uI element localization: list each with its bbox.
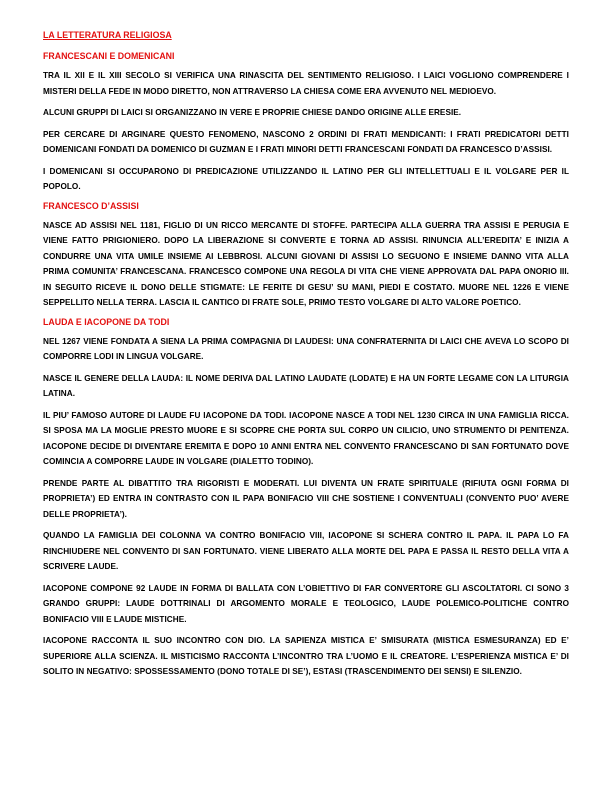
section-heading: LAUDA E IACOPONE DA TODI xyxy=(43,316,170,327)
paragraph: IACOPONE RACCONTA IL SUO INCONTRO CON DIO. LA SAPIENZA MISTICA E’ SMISURATA (MISTICA ESMESURANZA) ED E’ SUPERIORE ALLA SCIENZA. IL MISTICISMO RACCONTA L’INCONTRO TRA L’UOMO E IL CREATORE. L’ESPERIENZA MISTICA E’ DI SOLITO IN NEGATIVO: SPOSSESSAMENTO (DONO TOTALE DI SE’), ESTASI (TRASCENDIMENTO DEI SENSI) E SILENZIO. xyxy=(43,636,569,676)
paragraph: IACOPONE COMPONE 92 LAUDE IN FORMA DI BALLATA CON L’OBIETTIVO DI FAR CONVERTORE GLI ASCOLTATORI. CI SONO 3 GRANDO GRUPPI: LAUDE DOTTRINALI DI ARGOMENTO MORALE E TEOLOGICO, LAUDE POLEMICO-POLITICHE CONTRO BONIFACIO VIII E LAUDE MISTICHE. xyxy=(43,583,569,624)
paragraph: I DOMENICANI SI OCCUPARONO DI PREDICAZIONE UTILIZZANDO IL LATINO PER GLI INTELLETTUALI E IL VOLGARE PER IL POPOLO. xyxy=(43,166,569,191)
paragraph: TRA IL XII E IL XIII SECOLO SI VERIFICA UNA RINASCITA DEL SENTIMENTO RELIGIOSO. I LAICI VOGLIONO COMPRENDERE I MISTERI DELLA FEDE IN MODO DIRETTO, NON ATTRAVERSO LA CHIESA COME ERA AVVENUTO NEL MEDIOEVO. xyxy=(43,71,569,96)
page-title: LA LETTERATURA RELIGIOSA xyxy=(43,30,172,40)
paragraph: ALCUNI GRUPPI DI LAICI SI ORGANIZZANO IN VERE E PROPRIE CHIESE DANDO ORIGINE ALLE ERESIE. xyxy=(43,108,462,117)
section-lauda-iacopone xyxy=(43,317,569,680)
paragraph: NEL 1267 VIENE FONDATA A SIENA LA PRIMA COMPAGNIA DI LAUDESI: UNA CONFRATERNITA DI LAICI CHE AVEVA LO SCOPO DI COMPORRE LODI IN LINGUA VOLGARE. xyxy=(43,336,569,361)
paragraph: IL PIU’ FAMOSO AUTORE DI LAUDE FU IACOPONE DA TODI. IACOPONE NASCE A TODI NEL 1230 CIRCA IN UNA FAMIGLIA RICCA. SI SPOSA MA LA MOGLIE PRESTO MUORE E SI SCOPRE CHE PORTA SUL CORPO UN CILICIO, UNO STRUMENTO DI PENITENZA. IACOPONE DECIDE DI DIVENTARE EREMITA E DOPO 10 ANNI ENTRA NEL CONVENTO FRANCESCANO DI SAN FORTUNATO DOVE COMINCIA A COMPORRE LAUDE IN VOLGARE (DIALETTO TODINO). xyxy=(43,410,569,466)
section-heading: FRANCESCO D’ASSISI xyxy=(43,200,139,211)
paragraph: QUANDO LA FAMIGLIA DEI COLONNA VA CONTRO BONIFACIO VIII, IACOPONE SI SCHERA CONTRO IL PAPA. IL PAPA LO FA RINCHIUDERE NEL CONVENTO DI SAN FORTUNATO. VIENE LIBERATO ALLA MORTE DEL PAPA E PASSA IL RESTO DELLA VITA A SCRIVERE LAUDE. xyxy=(43,531,569,571)
paragraph: PER CERCARE DI ARGINARE QUESTO FENOMENO, NASCONO 2 ORDINI DI FRATI MENDICANTI: I FRATI PREDICATORI DETTI DOMENICANI FONDATI DA DOMENICO DI GUZMAN E I FRATI MINORI DETTI FRANCESCANI FONDATI DA FRANCESCO D’ASSISI. xyxy=(43,129,569,154)
paragraph: NASCE IL GENERE DELLA LAUDA: IL NOME DERIVA DAL LATINO LAUDATE (LODATE) E HA UN FORTE LEGAME CON LA LITURGIA LATINA. xyxy=(43,373,569,398)
section-francescani-domenicani xyxy=(43,51,569,195)
section-heading: FRANCESCANI E DOMENICANI xyxy=(43,51,175,61)
paragraph: PRENDE PARTE AL DIBATTITO TRA RIGORISTI E MODERATI. LUI DIVENTA UN FRATE SPIRITUALE (RIFIUTA OGNI FORMA DI PROPRIETA’) ED ENTRA IN CONTRASTO CON IL PAPA BONIFACIO VIII CHE SOSTIENE I CONVENTUALI (CONVENTO PUO’ AVERE DELLE PROPRIETA’). xyxy=(43,478,569,519)
section-francesco-assisi xyxy=(43,201,569,311)
paragraph: NASCE AD ASSISI NEL 1181, FIGLIO DI UN RICCO MERCANTE DI STOFFE. PARTECIPA ALLA GUERRA TRA ASSISI E PERUGIA E VIENE FATTO PRIGIONIERO. DOPO LA LIBERAZIONE SI CONVERTE E TORNA AD ASSISI. RINUNCIA ALL’EREDITA’ E INIZIA A CONDURRE UNA VITA UMILE INSIEME AI LEBBROSI. ALCUNI GIOVANI DI ASSISI LO SEGUONO E INSIEME DANNO VITA ALLA PRIMA COMUNITA’ FRANCESCANA. FRANCESCO COMPONE UNA REGOLA DI VITA CHE VIENE APPROVATA DAL PAPA ONORIO III. IN SEGUITO RICEVE IL DONO DELLE STIGMATE: LE FERITE DI GESU’ SU MANI, PIEDI E COSTATO. MUORE NEL 1226 E VIENE SEPPELLITO NELLA TERRA. LASCIA IL CANTICO DI FRATE SOLE, PRIMO TESTO VOLGARE DI ALTO VALORE POETICO. xyxy=(43,220,569,307)
